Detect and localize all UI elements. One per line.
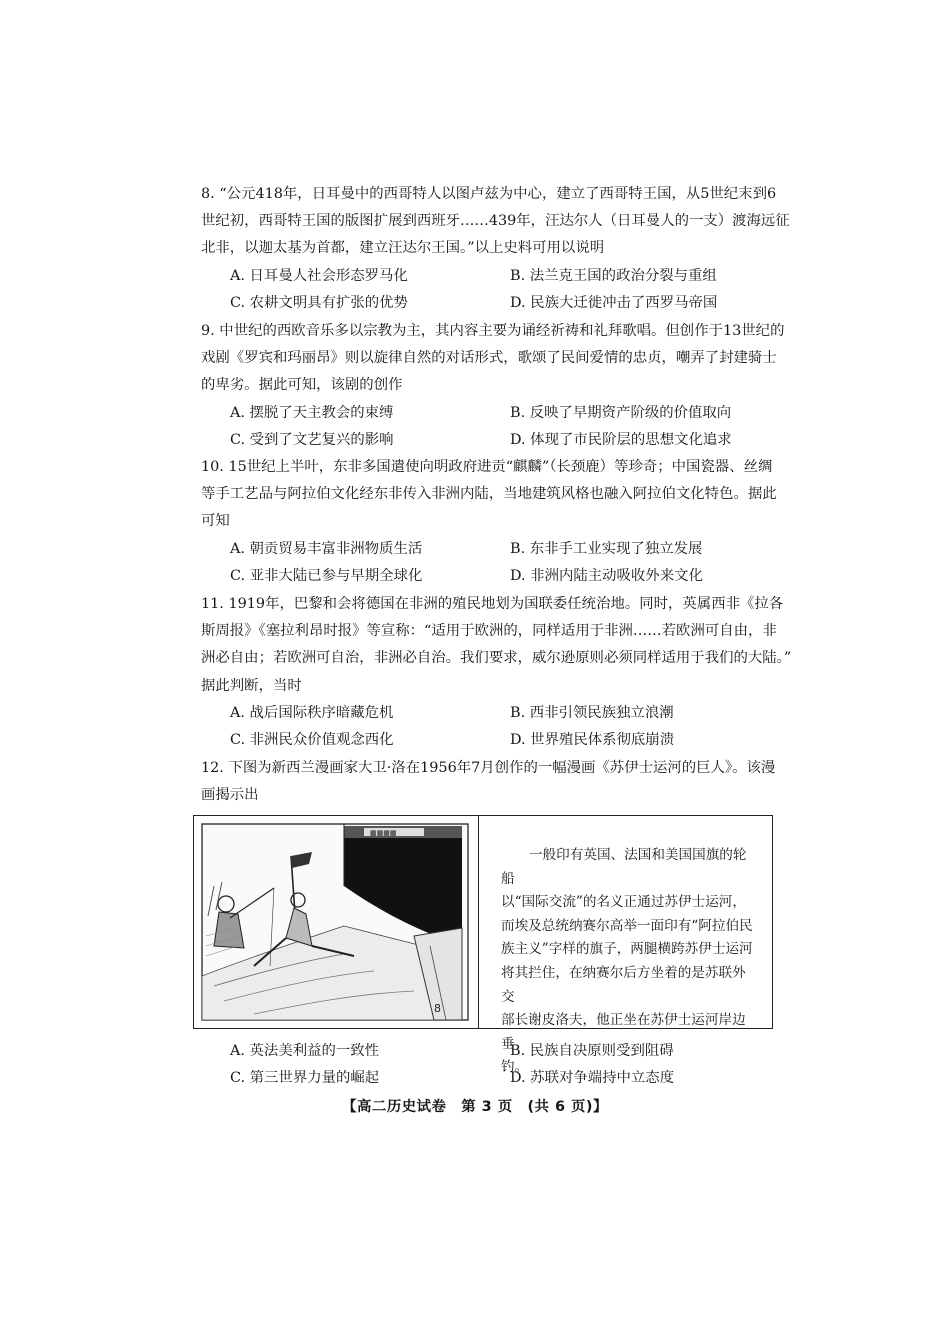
question-10-line: 可知: [201, 513, 230, 530]
question-11-line: 斯周报》《塞拉利昂时报》等宣称：“适用于欧洲的，同样适用于非洲……若欧洲可自由，非: [201, 623, 777, 640]
question-12-line: 12. 下图为新西兰漫画家大卫·洛在1956年7月创作的一幅漫画《苏伊士运河的巨人》。该漫: [201, 760, 776, 776]
caption-line: 族主义”字样的旗子，两腿横跨苏伊士运河: [501, 941, 753, 958]
question-11: [201, 591, 792, 700]
question-11-line: 洲必自由；若欧洲可自治，非洲必自治。我们要求，威尔逊原则必须同样适用于我们的大陆。”: [201, 650, 792, 667]
option-c: C. 受到了文艺复兴的影响: [230, 432, 394, 449]
question-9: [201, 318, 785, 400]
question-9-line: 戏剧《罗宾和玛丽昂》则以旋律自然的对话形式，歌颂了民间爱情的忠贞，嘲弄了封建骑士: [201, 350, 777, 367]
option-b: B. 法兰克王国的政治分裂与重组: [510, 268, 717, 284]
option-d: D. 非洲内陆主动吸收外来文化: [510, 568, 703, 585]
option-d: D. 民族大迁徙冲击了西罗马帝国: [510, 295, 718, 312]
option-c: C. 亚非大陆已参与早期全球化: [230, 568, 423, 585]
option-d: D. 苏联对争端持中立态度: [510, 1070, 675, 1087]
cartoon-drawing: [194, 816, 478, 1028]
question-11-line: 据此判断，当时: [201, 677, 302, 694]
suez-cartoon-image: [194, 816, 479, 1028]
caption-line: 而埃及总统纳赛尔高举一面印有“阿拉伯民: [501, 917, 753, 934]
caption-line: 钓。: [501, 1059, 529, 1076]
page-footer: 【高二历史试卷 第 3 页 (共 6 页)】: [342, 1099, 608, 1115]
question-8-options: [230, 263, 790, 317]
question-12-line: 画揭示出: [201, 787, 259, 804]
option-d: D. 体现了市民阶层的思想文化追求: [510, 432, 732, 449]
option-a: A. 日耳曼人社会形态罗马化: [230, 268, 408, 284]
question-9-line: 的卑劣。据此可知，该剧的创作: [201, 377, 403, 394]
question-9-options: [230, 400, 790, 454]
option-c: C. 农耕文明具有扩张的优势: [230, 295, 408, 312]
option-c: C. 非洲民众价值观念西化: [230, 732, 394, 749]
question-10-line: 10. 15世纪上半叶，东非多国遣使向明政府进贡“麒麟”（长颈鹿）等珍奇；中国瓷器、丝绸: [201, 459, 773, 475]
option-c: C. 第三世界力量的崛起: [230, 1070, 380, 1087]
question-8-line: 世纪初，西哥特王国的版图扩展到西班牙……439年，汪达尔人（日耳曼人的一支）渡海远征: [201, 213, 790, 230]
caption-line: 部长谢皮洛夫，他正坐在苏伊士运河岸边垂: [501, 1012, 746, 1052]
question-10-options: [230, 536, 790, 590]
option-d: D. 世界殖民体系彻底崩溃: [510, 732, 675, 749]
caption-line: 将其拦住，在纳赛尔后方坐着的是苏联外交: [501, 964, 746, 1005]
option-a: A. 英法美利益的一致性: [230, 1043, 380, 1059]
question-10-line: 等手工艺品与阿拉伯文化经东非传入非洲内陆，当地建筑风格也融入阿拉伯文化特色。据此: [201, 486, 777, 503]
question-8-line: 8. “公元418年，日耳曼中的西哥特人以图卢兹为中心，建立了西哥特王国，从5世纪末到6: [201, 186, 777, 202]
option-b: B. 西非引领民族独立浪潮: [510, 705, 674, 721]
option-a: A. 战后国际秩序暗藏危机: [230, 705, 394, 721]
svg-text:▦▦▦▦: ▦▦▦▦: [370, 829, 397, 837]
option-b: B. 民族自决原则受到阻碍: [510, 1043, 674, 1059]
svg-text:8: 8: [434, 1002, 441, 1015]
option-b: B. 反映了早期资产阶级的价值取向: [510, 405, 732, 421]
caption-line: 以“国际交流”的名义正通过苏伊士运河，: [501, 894, 746, 911]
question-9-line: 9. 中世纪的西欧音乐多以宗教为主，其内容主要为诵经祈祷和礼拜歌唱。但创作于13世纪的: [201, 323, 785, 339]
option-a: A. 摆脱了天主教会的束缚: [230, 405, 394, 421]
question-11-options: [230, 700, 790, 754]
option-a: A. 朝贡贸易丰富非洲物质生活: [230, 541, 423, 557]
caption-line: 一般印有英国、法国和美国国旗的轮船: [501, 847, 747, 887]
option-b: B. 东非手工业实现了独立发展: [510, 541, 703, 557]
question-12-options: [230, 1038, 790, 1092]
question-12: [201, 755, 781, 809]
question-8: [201, 181, 790, 263]
question-10: [201, 454, 781, 536]
question-8-line: 北非，以迦太基为首都，建立汪达尔王国。”以上史料可用以说明: [201, 240, 605, 257]
question-11-line: 11. 1919年，巴黎和会将德国在非洲的殖民地划为国联委任统治地。同时，英属西非《拉各: [201, 596, 784, 612]
